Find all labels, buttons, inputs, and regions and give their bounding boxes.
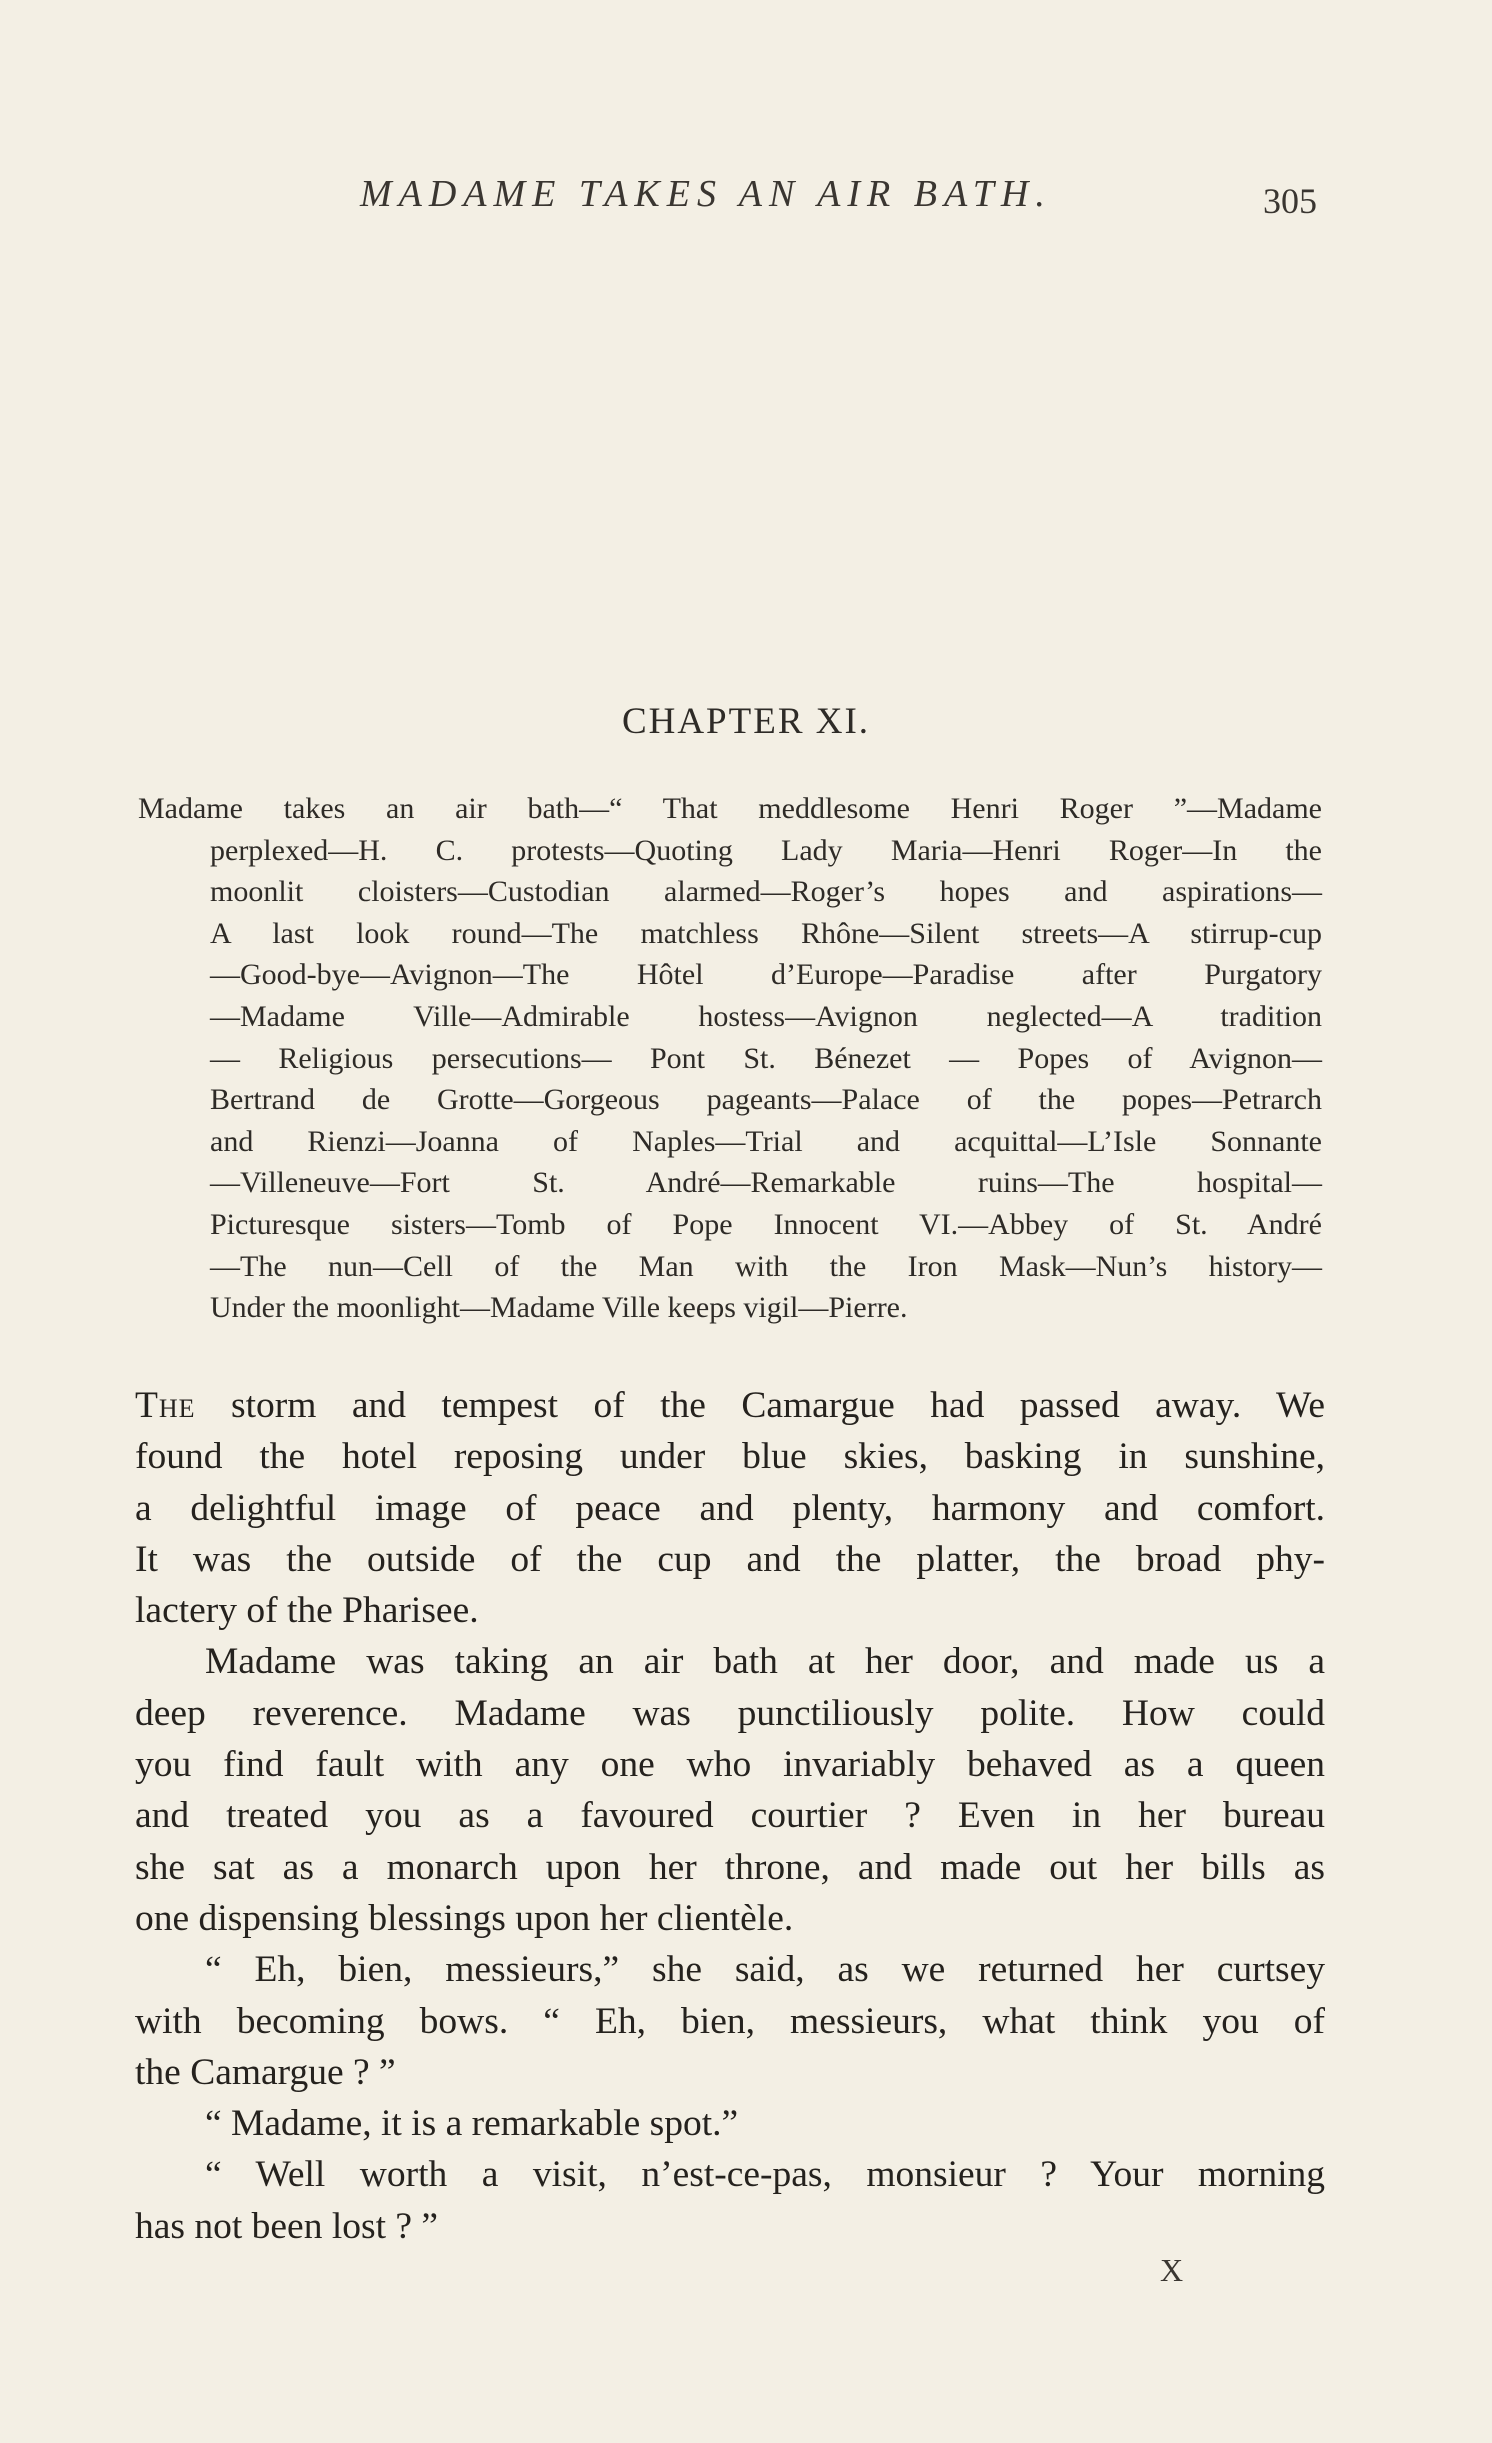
synopsis-line: —Madame Ville—Admirable hostess—Avignon neglected—A tradition: [210, 999, 1322, 1033]
opening-word: The: [135, 1385, 196, 1426]
body-line: [135, 1380, 1325, 1431]
body-line: the Camargue ? ”: [135, 2051, 396, 2093]
synopsis-line: A last look round—The matchless Rhône—Silent streets—A stirrup-cup: [210, 916, 1322, 950]
synopsis-line: perplexed—H. C. protests—Quoting Lady Maria—Henri Roger—In the: [210, 833, 1322, 867]
body-line: “ Eh, bien, messieurs,” she said, as we returned her curtsey: [205, 1949, 1325, 1991]
body-line: she sat as a monarch upon her throne, and made out her bills as: [135, 1846, 1325, 1888]
signature-mark: X: [1160, 2252, 1184, 2288]
body-line: with becoming bows. “ Eh, bien, messieurs, what think you of: [135, 2000, 1325, 2042]
body-line: deep reverence. Madame was punctiliously polite. How could: [135, 1692, 1325, 1734]
synopsis-line: Madame takes an air bath—“ That meddlesome Henri Roger ”—Madame: [138, 792, 1322, 825]
body-line: a delightful image of peace and plenty, harmony and comfort.: [135, 1487, 1325, 1529]
chapter-synopsis: [138, 788, 1322, 1329]
synopsis-line: Under the moonlight—Madame Ville keeps vigil—Pierre.: [210, 1291, 908, 1325]
synopsis-line: moonlit cloisters—Custodian alarmed—Roger’s hopes and aspirations—: [210, 875, 1322, 909]
body-line: one dispensing blessings upon her clientèle.: [135, 1897, 794, 1939]
body-line: “ Well worth a visit, n’est-ce-pas, monsieur ? Your morning: [205, 2154, 1325, 2196]
body-text: [135, 1380, 1325, 2252]
synopsis-line: Bertrand de Grotte—Gorgeous pageants—Palace of the popes—Petrarch: [210, 1083, 1322, 1117]
synopsis-line: Picturesque sisters—Tomb of Pope Innocent VI.—Abbey of St. André: [210, 1207, 1322, 1241]
synopsis-line: —The nun—Cell of the Man with the Iron Mask—Nun’s history—: [210, 1249, 1322, 1283]
body-line-text: storm and tempest of the Camargue had passed away. We: [195, 1385, 1325, 1426]
synopsis-line: —Good-bye—Avignon—The Hôtel d’Europe—Paradise after Purgatory: [210, 958, 1322, 992]
body-line: found the hotel reposing under blue skies, basking in sunshine,: [135, 1436, 1325, 1478]
body-line: and treated you as a favoured courtier ? Even in her bureau: [135, 1795, 1325, 1837]
page-number: 305: [1263, 181, 1317, 221]
chapter-title: CHAPTER XI.: [621, 701, 871, 742]
synopsis-line: — Religious persecutions— Pont St. Bénezet — Popes of Avignon—: [210, 1041, 1322, 1075]
running-head: MADAME TAKES AN AIR BATH.: [360, 173, 1052, 215]
synopsis-line: and Rienzi—Joanna of Naples—Trial and acquittal—L’Isle Sonnante: [210, 1124, 1322, 1158]
body-line: lactery of the Pharisee.: [135, 1590, 479, 1632]
synopsis-line: —Villeneuve—Fort St. André—Remarkable ruins—The hospital—: [210, 1166, 1322, 1200]
body-line: Madame was taking an air bath at her door, and made us a: [205, 1641, 1325, 1683]
body-line: It was the outside of the cup and the platter, the broad phy-: [135, 1538, 1325, 1580]
body-line: “ Madame, it is a remarkable spot.”: [205, 2103, 739, 2145]
body-line: you find fault with any one who invariably behaved as a queen: [135, 1744, 1325, 1786]
body-line: has not been lost ? ”: [135, 2205, 439, 2247]
